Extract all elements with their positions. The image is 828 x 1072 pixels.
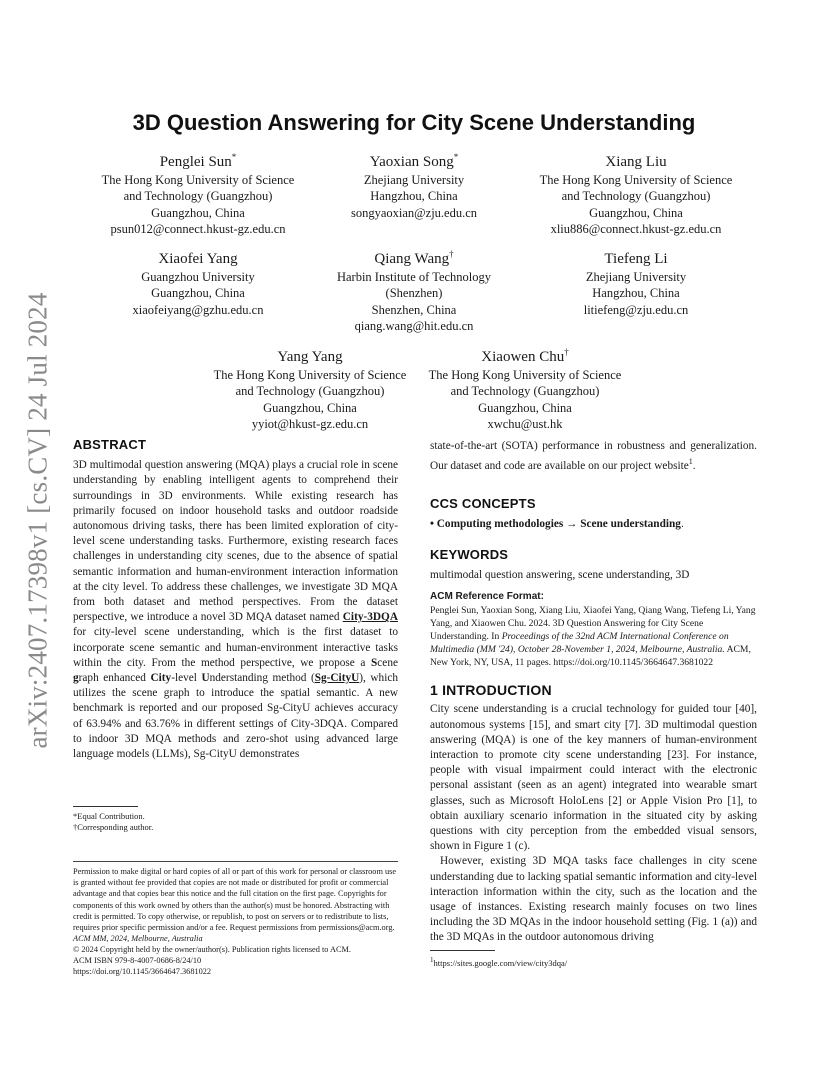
author-name: Qiang Wang bbox=[374, 251, 450, 267]
author-block bbox=[78, 148, 318, 237]
arxiv-id-text: arXiv:2407.17398v1 [cs.CV] 24 Jul 2024 bbox=[22, 291, 53, 749]
footnote-rule bbox=[73, 806, 138, 807]
paper-title: 3D Question Answering for City Scene Understanding bbox=[132, 110, 696, 135]
author-name: Yang Yang bbox=[277, 349, 343, 365]
author-affiliation: Guangzhou University bbox=[141, 270, 255, 284]
author-affiliation: The Hong Kong University of Science bbox=[213, 368, 407, 382]
venue-line: ACM MM, 2024, Melbourne, Australia bbox=[73, 933, 203, 943]
author-affiliation: Harbin Institute of Technology bbox=[336, 270, 492, 284]
ccs-heading: CCS CONCEPTS bbox=[430, 496, 536, 512]
footnotes bbox=[73, 806, 398, 833]
right-footnote bbox=[430, 950, 757, 969]
author-mark: * bbox=[231, 152, 237, 162]
right-column bbox=[430, 437, 757, 968]
author-affiliation: The Hong Kong University of Science bbox=[539, 173, 733, 187]
footnote-rule bbox=[430, 950, 495, 951]
author-mark: * bbox=[453, 152, 459, 162]
author-email[interactable]: xwchu@ust.hk bbox=[487, 416, 563, 431]
author-name: Xiang Liu bbox=[605, 154, 667, 170]
ccs-item: • Computing methodologies → Scene understanding. bbox=[430, 518, 684, 531]
author-email[interactable]: litiefeng@zju.edu.cn bbox=[583, 302, 689, 317]
introduction-paragraph: City scene understanding is a crucial technology for guided tour [40], autonomous systems [15], and smart city [7]. 3D multimodal question answering (MQA) is one of the key manners of human-environment interaction to promote city scene understanding [23]. For instance, people with visual impairment could interact with the electronic personal assistant (seen as an agent) integrated into wearable smart glasses, such as Microsoft HoloLens [2] or Apple Vision Pro [1], to obtain auxiliary scenario information in the situated city by asking questions with city perception from the embedded visual sensors, shown in Figure 1 (c). bbox=[430, 703, 757, 853]
left-column bbox=[73, 437, 398, 977]
introduction-heading: 1 INTRODUCTION bbox=[430, 682, 552, 699]
permission-block bbox=[73, 861, 398, 977]
author-mark: † bbox=[449, 249, 454, 259]
author-affiliation: The Hong Kong University of Science bbox=[101, 173, 295, 187]
author-block bbox=[516, 148, 756, 237]
author-name: Tiefeng Li bbox=[604, 251, 668, 267]
author-email[interactable]: qiang.wang@hit.edu.cn bbox=[354, 318, 474, 333]
footnote-project-url: $^1$https://sites.google.com/view/city3dqa/ bbox=[430, 955, 568, 968]
author-affiliation: Zhejiang University bbox=[363, 173, 465, 187]
author-affiliation: and Technology (Guangzhou) bbox=[123, 189, 273, 204]
isbn-line: ACM ISBN 979-8-4007-0686-8/24/10 bbox=[73, 956, 202, 966]
abstract-text: 3D multimodal question answering (MQA) plays a crucial role in scene understanding by enabling intelligent agents to comprehend their surroundings in 3D environments. While existing research has primarily focused on indoor household tasks and outdoor roadside autonomous driving tasks, there has been limited exploration of city-level scene understanding tasks. Furthermore, existing research faces challenges in understanding city scenes, due to the absence of spatial semantic information and human-environment interaction information at the city level. To address these challenges, we investigate 3D MQA from both dataset and method perspectives. From the dataset perspective, we introduce a novel 3D MQA dataset named City-3DQA for city-level scene understanding, which is the first dataset to incorporate scene semantic and human-environment interactive tasks within the city. From the method perspective, we propose a Scene graph enhanced City-level Understanding method (Sg-CityU), which utilizes the scene graph to introduce the spatial semantic. A new benchmark is reported and our proposed Sg-CityU achieves accuracy of 63.94% and 63.76% in different settings of City-3DQA. Compared to indoor 3D MQA methods and zero-shot using advanced large language models (LLMs), Sg-CityU demonstrates bbox=[73, 459, 398, 761]
author-location: Guangzhou, China bbox=[263, 400, 357, 415]
author-name: Penglei Sun bbox=[159, 154, 232, 170]
author-mark: † bbox=[564, 347, 569, 357]
footnote-equal-contribution: *Equal Contribution. bbox=[73, 811, 145, 822]
author-block bbox=[78, 245, 318, 318]
author-block bbox=[405, 343, 645, 432]
footnote-ref[interactable]: 1 bbox=[688, 457, 693, 467]
acm-reference-heading: ACM Reference Format: bbox=[430, 590, 544, 602]
author-block bbox=[300, 245, 528, 334]
author-location: Guangzhou, China bbox=[151, 205, 245, 220]
author-affiliation: and Technology (Guangzhou) bbox=[450, 384, 600, 399]
author-location: Hangzhou, China bbox=[370, 189, 458, 204]
author-name: Xiaofei Yang bbox=[158, 251, 238, 267]
abstract-heading: ABSTRACT bbox=[73, 437, 147, 452]
author-block bbox=[190, 343, 430, 432]
abstract-continued: state-of-the-art (SOTA) performance in robustness and generalization. Our dataset and code are available on our project website$^1$. bbox=[430, 440, 757, 472]
author-email[interactable]: yyiot@hkust-gz.edu.cn bbox=[251, 416, 369, 431]
author-name: Yaoxian Song bbox=[369, 154, 454, 170]
keywords-heading: KEYWORDS bbox=[430, 546, 509, 562]
acm-reference-text: Penglei Sun, Yaoxian Song, Xiang Liu, Xiaofei Yang, Qiang Wang, Tiefeng Li, Yang Yang, and Xiaowen Chu. 2024. 3D Question Answering for City Scene Understanding. In Proceedings of the 32nd ACM International Conference on Multimedia (MM '24), October 28-November 1, 2024, Melbourne, Australia. ACM, New York, NY, USA, 11 pages. https://doi.org/10.1145/3664647.3681022 bbox=[430, 605, 756, 669]
author-affiliation: The Hong Kong University of Science bbox=[428, 368, 622, 382]
author-name: Xiaowen Chu bbox=[481, 349, 565, 365]
author-block bbox=[300, 148, 528, 221]
author-affiliation: and Technology (Guangzhou) bbox=[235, 384, 385, 399]
method-name: Sg-CityU bbox=[314, 672, 360, 685]
author-location: Guangzhou, China bbox=[151, 286, 245, 301]
introduction-paragraph: However, existing 3D MQA tasks face challenges in city scene understanding due to lacking spatial semantic information and city-level interaction information within the city, such as the location and the usage of instances. Existing research mainly focuses on two lines including the 3D MQAs in the indoor household setting (Fig. 1 (a)) and the 3D MQAs in the outdoor autonomous driving bbox=[430, 855, 757, 944]
author-location: Guangzhou, China bbox=[478, 400, 572, 415]
dataset-name: City-3DQA bbox=[342, 611, 398, 624]
permission-text: Permission to make digital or hard copies of all or part of this work for personal or classroom use is granted without fee provided that copies are not made or distributed for profit or commercial advantage and that copies bear this notice and the full citation on the first page. Copyrights for components of this work owned by others than the author(s) must be honored. Abstracting with credit is permitted. To copy otherwise, or republish, to post on servers or to redistribute to lists, requires prior specific permission and/or a fee. Request permissions from permissions@acm.org. bbox=[73, 867, 397, 932]
doi-link[interactable]: https://doi.org/10.1145/3664647.3681022 bbox=[73, 967, 212, 977]
author-email[interactable]: xiaofeiyang@gzhu.edu.cn bbox=[132, 302, 264, 317]
keywords-text: multimodal question answering, scene understanding, 3D bbox=[430, 568, 690, 581]
permission-rule bbox=[73, 861, 398, 862]
author-email[interactable]: psun012@connect.hkust-gz.edu.cn bbox=[110, 221, 286, 236]
arxiv-identifier bbox=[18, 291, 58, 749]
footnote-corresponding-author: †Corresponding author. bbox=[73, 822, 154, 833]
author-email[interactable]: xliu886@connect.hkust-gz.edu.cn bbox=[550, 221, 722, 236]
author-location: Guangzhou, China bbox=[589, 205, 683, 220]
author-email[interactable]: songyaoxian@zju.edu.cn bbox=[350, 205, 478, 220]
author-affiliation: (Shenzhen) bbox=[385, 286, 443, 301]
author-affiliation: and Technology (Guangzhou) bbox=[561, 189, 711, 204]
author-block bbox=[516, 245, 756, 318]
copyright-line: © 2024 Copyright held by the owner/author(s). Publication rights licensed to ACM. bbox=[73, 944, 351, 954]
author-affiliation: Zhejiang University bbox=[585, 270, 687, 284]
author-location: Shenzhen, China bbox=[371, 302, 457, 317]
author-location: Hangzhou, China bbox=[592, 286, 680, 301]
